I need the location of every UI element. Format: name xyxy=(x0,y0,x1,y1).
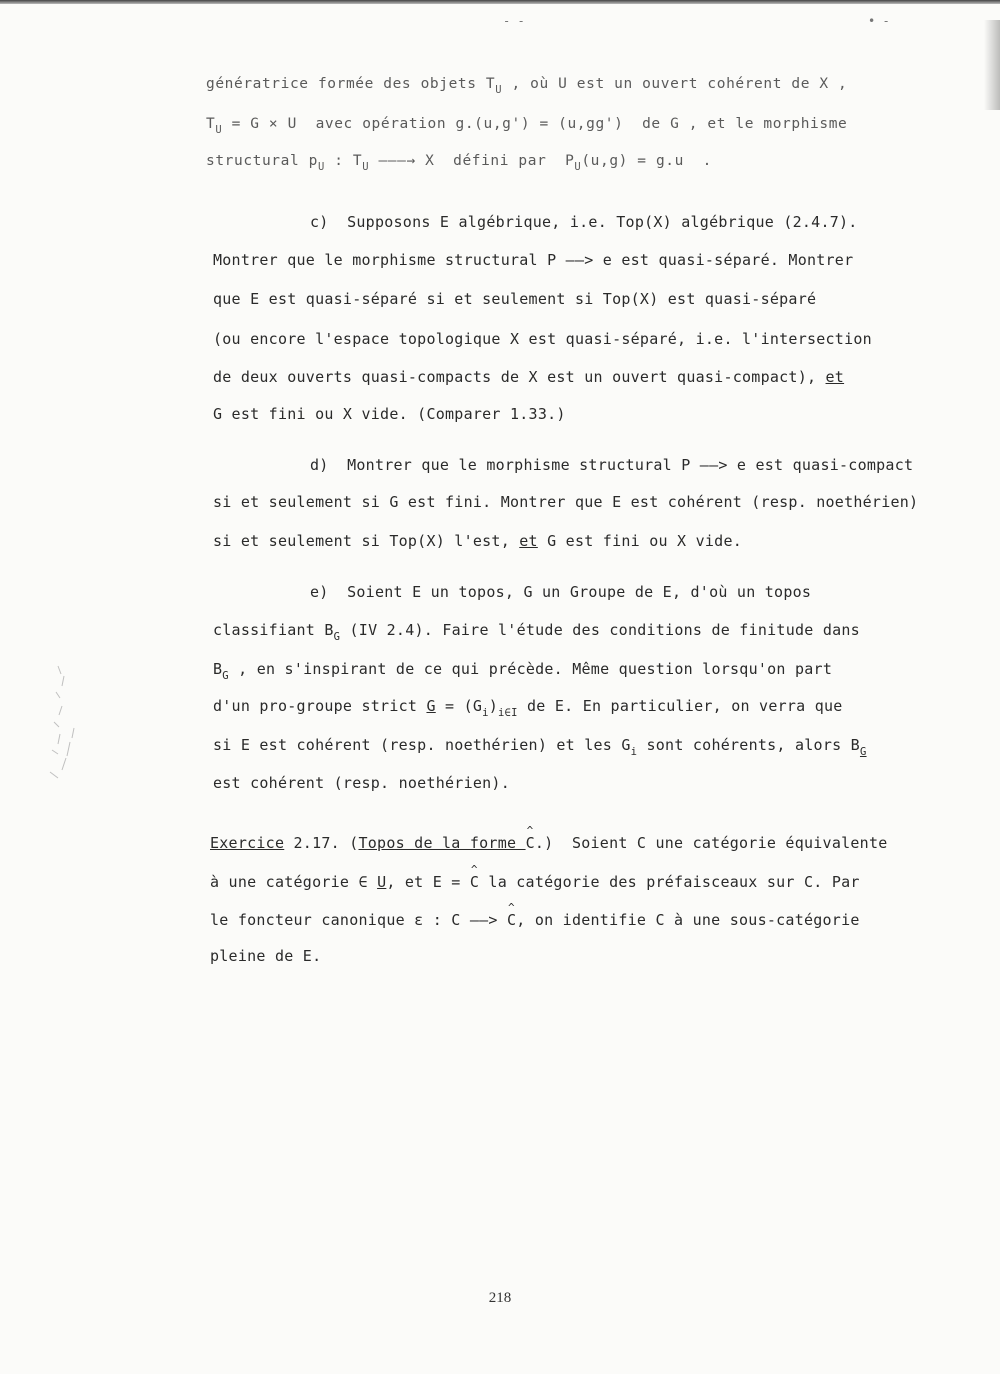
intro-line-2: $T_U = G \times U$ avec opération g.(u,g') = (u,gg') de G , et le morphisme xyxy=(206,116,848,136)
top-edge-line xyxy=(0,0,1000,4)
item-c-line-1: c) Supposons E algébrique, i.e. Top(X) algébrique (2.4.7). xyxy=(310,213,858,231)
item-d-line-3: si et seulement si Top(X) l'est, et G est fini ou X vide. xyxy=(213,532,743,550)
scan-edge-shadow xyxy=(984,20,1000,110)
page-number: 218 xyxy=(488,1290,512,1306)
exercise-line-2: à une catégorie ∈ U, et E = ^ C la catégorie des préfaisceaux sur C. Par xyxy=(210,873,860,891)
item-e-line-6: est cohérent (resp. noethérien). xyxy=(213,774,510,792)
item-c-line-2: Montrer que le morphisme structural P ——> e est quasi-séparé. Montrer xyxy=(213,251,854,269)
item-c-line-5: de deux ouverts quasi-compacts de X est un ouvert quasi-compact), et xyxy=(213,368,845,386)
intro-line-1: génératrice formée des objets $T_U$ , où U est un ouvert cohérent de X , xyxy=(206,76,848,96)
exercise-subtitle: Topos de la forme ^ C xyxy=(359,834,535,852)
header-mark-right: • - xyxy=(868,14,890,28)
exercise-label: Exercice xyxy=(210,834,285,852)
item-e-line-3: $B_G$ , en s'inspirant de ce qui précède. Même question lorsqu'on part xyxy=(213,660,833,682)
item-e-line-1: e) Soient E un topos, G un Groupe de E, d'où un topos xyxy=(310,583,812,601)
exercise-line-3: le foncteur canonique ε : C ——> ^ C, on identifie C à une sous-catégorie xyxy=(210,911,860,929)
intro-line-3: structural $p_U$ : $T_U$ ———→ X défini par $P_U(u,g) = g.u$ . xyxy=(206,153,712,173)
exercise-line-4: pleine de E. xyxy=(210,947,322,965)
exercise-title-line: Exercice 2.17. (Topos de la forme ^ C.) Soient C une catégorie équivalente xyxy=(210,834,888,852)
item-c-line-4: (ou encore l'espace topologique X est quasi-séparé, i.e. l'intersection xyxy=(213,330,872,348)
scan-bleed-marks xyxy=(44,662,84,792)
item-e-line-4: d'un pro-groupe strict $G = (G_i)_{i\in I}$ de E. En particulier, on verra que xyxy=(213,697,843,719)
item-d-line-2: si et seulement si G est fini. Montrer que E est cohérent (resp. noethérien) xyxy=(213,493,919,511)
item-e-line-2: classifiant $B_G$ (IV 2.4). Faire l'étude des conditions de finitude dans xyxy=(213,621,860,643)
item-c-line-6: G est fini ou X vide. (Comparer 1.33.) xyxy=(213,405,566,423)
item-d-line-1: d) Montrer que le morphisme structural P ——> e est quasi-compact xyxy=(310,456,914,474)
item-c-line-3: que E est quasi-séparé si et seulement si Top(X) est quasi-séparé xyxy=(213,290,817,308)
item-e-line-5: si E est cohérent (resp. noethérien) et les $G_i$ sont cohérents, alors $B_G$ xyxy=(213,736,867,758)
header-mark-left: - - xyxy=(503,14,525,28)
